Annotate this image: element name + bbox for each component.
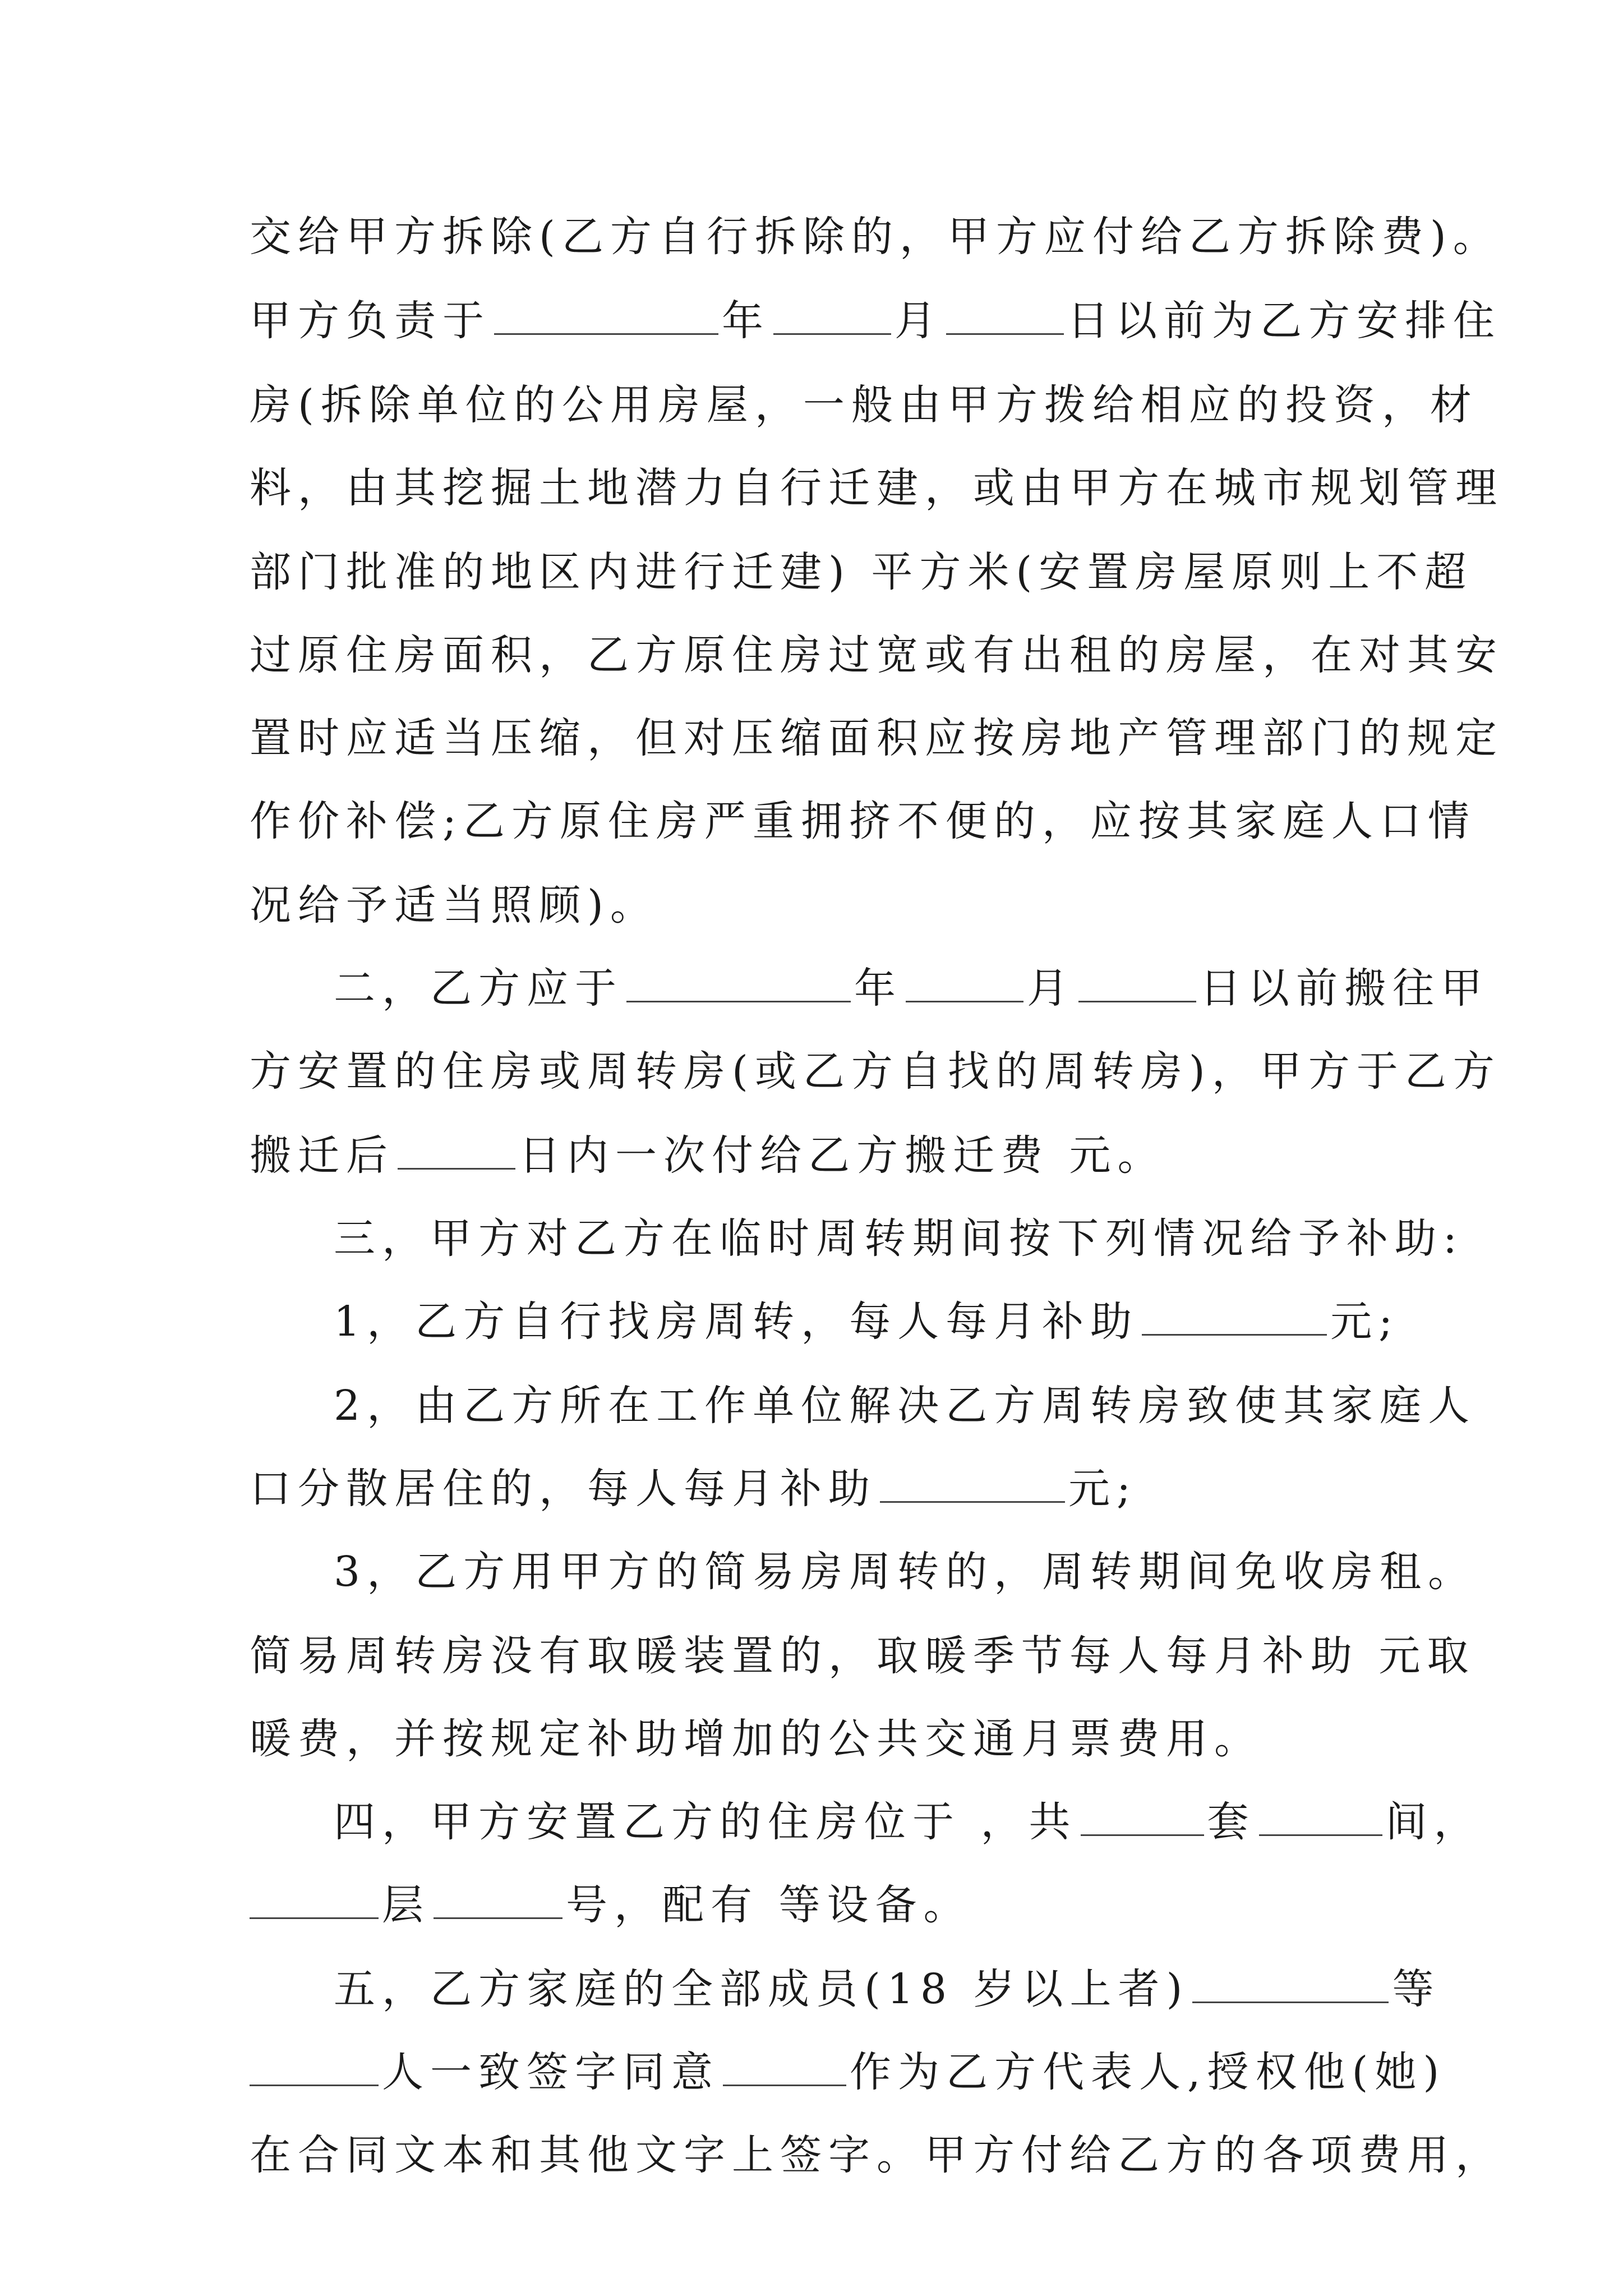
text-line-16 (250, 1461, 1137, 1517)
text-segment: 元; (1068, 1465, 1137, 1513)
text-segment: 五，乙方家庭的全部成员(18 岁以上者) (334, 1965, 1189, 2013)
text-line-13: 三，甲方对乙方在临时周转期间按下列情况给予补助: (334, 1214, 1464, 1263)
fill-in-blank[interactable] (880, 1466, 1065, 1503)
fill-in-blank[interactable] (906, 966, 1023, 1002)
text-segment: 层 (382, 1881, 430, 1929)
text-line-10 (334, 960, 1489, 1016)
text-segment: 号，配有 等设备。 (566, 1881, 972, 1929)
text-line-12 (250, 1128, 1166, 1184)
text-line-2 (250, 293, 1501, 349)
text-line-15: 2，由乙方所在工作单位解决乙方周转房致使其家庭人 (334, 1382, 1477, 1430)
text-segment: 年 (722, 297, 770, 345)
text-line-22 (334, 1961, 1440, 2017)
text-line-21 (250, 1877, 972, 1933)
text-line-18: 简易周转房没有取暖装置的，取暖季节每人每月补助 元取 (250, 1632, 1476, 1680)
text-segment: 甲方负责于 (250, 297, 491, 345)
text-segment: 四，甲方安置乙方的住房位于 ，共 (334, 1798, 1077, 1846)
text-segment: 月 (1027, 964, 1075, 1013)
text-segment: 二，乙方应于 (334, 964, 623, 1013)
text-segment: 1，乙方自行找房周转，每人每月补助 (334, 1297, 1139, 1346)
text-line-19: 暖费，并按规定补助增加的公共交通月票费用。 (250, 1715, 1262, 1763)
fill-in-blank[interactable] (723, 2050, 846, 2086)
text-segment: 作为乙方代表人,授权他(她) (850, 2048, 1446, 2096)
text-segment: 日以前搬往甲 (1200, 964, 1489, 1013)
text-line-24: 在合同文本和其他文字上签字。甲方付给乙方的各项费用， (250, 2131, 1504, 2179)
text-line-1: 交给甲方拆除(乙方自行拆除的，甲方应付给乙方拆除费)。 (250, 213, 1501, 261)
text-segment: 日以前为乙方安排住 (1067, 297, 1501, 345)
fill-in-blank[interactable] (1081, 1800, 1204, 1836)
text-line-23 (250, 2044, 1446, 2100)
text-line-7: 置时应适当压缩，但对压缩面积应按房地产管理部门的规定 (250, 714, 1504, 762)
fill-in-blank[interactable] (398, 1133, 515, 1170)
text-line-3: 房(拆除单位的公用房屋，一般由甲方拨给相应的投资，材 (250, 381, 1478, 429)
text-line-17: 3，乙方用甲方的简易房周转的，周转期间免收房租。 (334, 1548, 1477, 1596)
fill-in-blank[interactable] (1192, 1967, 1389, 2003)
fill-in-blank[interactable] (494, 298, 718, 335)
fill-in-blank[interactable] (1142, 1299, 1327, 1336)
text-line-9: 况给予适当照顾)。 (250, 881, 658, 930)
text-segment: 月 (895, 297, 943, 345)
text-segment: 口分散居住的，每人每月补助 (250, 1465, 877, 1513)
text-segment: 搬迁后 (250, 1131, 394, 1180)
text-line-20 (334, 1794, 1482, 1850)
fill-in-blank[interactable] (773, 298, 891, 335)
text-segment: 间， (1385, 1798, 1482, 1846)
text-segment: 套 (1207, 1798, 1256, 1846)
text-line-8: 作价补偿;乙方原住房严重拥挤不便的，应按其家庭人口情 (250, 797, 1476, 845)
text-line-6: 过原住房面积，乙方原住房过宽或有出租的房屋，在对其安 (250, 631, 1504, 679)
text-segment: 元; (1330, 1297, 1400, 1346)
text-segment: 人一致签字同意 (382, 2048, 720, 2096)
text-segment: 年 (854, 964, 902, 1013)
fill-in-blank[interactable] (946, 298, 1064, 335)
fill-in-blank[interactable] (250, 1883, 379, 1919)
fill-in-blank[interactable] (1259, 1800, 1382, 1836)
text-line-4: 料，由其挖掘土地潜力自行迁建，或由甲方在城市规划管理 (250, 464, 1504, 512)
fill-in-blank[interactable] (626, 966, 851, 1002)
text-line-5: 部门批准的地区内进行迁建) 平方米(安置房屋原则上不超 (250, 548, 1473, 596)
text-segment: 日内一次付给乙方搬迁费 元。 (519, 1131, 1166, 1180)
text-segment: 等 (1392, 1965, 1441, 2013)
text-line-11: 方安置的住房或周转房(或乙方自找的周转房)，甲方于乙方 (250, 1047, 1501, 1096)
text-line-14 (334, 1294, 1399, 1350)
fill-in-blank[interactable] (1078, 966, 1196, 1002)
fill-in-blank[interactable] (250, 2050, 379, 2086)
fill-in-blank[interactable] (434, 1883, 562, 1919)
